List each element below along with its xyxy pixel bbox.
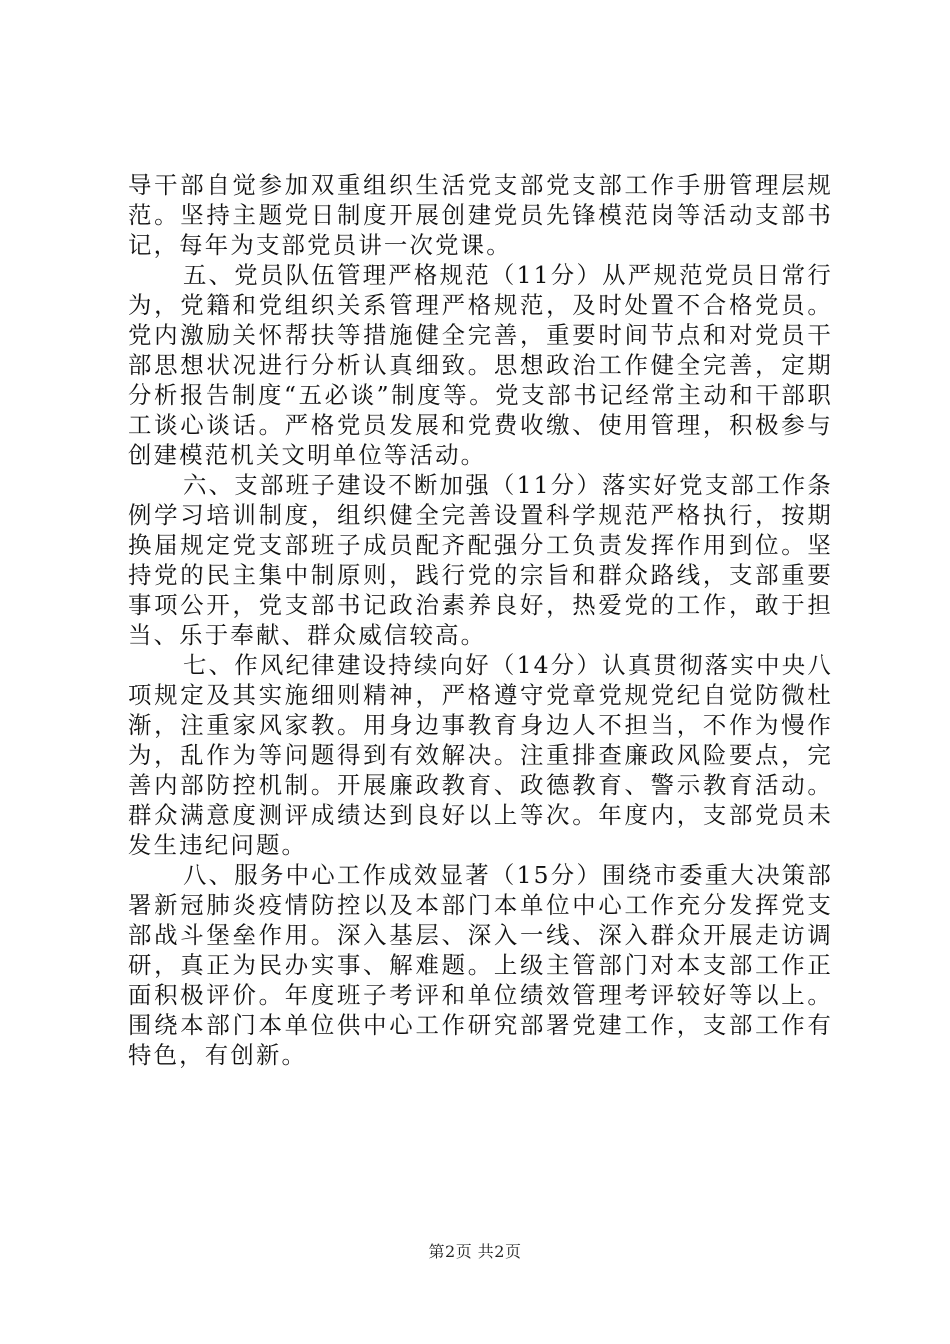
document-body [128,170,833,1070]
page-number-footer: 第2页 共2页 [428,1242,522,1261]
paragraph-section-5: 五、党员队伍管理严格规范（11分）从严规范党员日常行为，党籍和党组织关系管理严格规范，及时处置不合格党员。党内激励关怀帮扶等措施健全完善，重要时间节点和对党员干部思想状况进行分析认真细致。思想政治工作健全完善，定期分析报告制度“五必谈”制度等。党支部书记经常主动和干部职工谈心谈话。严格党员发展和党费收缴、使用管理，积极参与创建模范机关文明单位等活动。 [128,261,833,469]
paragraph-section-8: 八、服务中心工作成效显著（15分）围绕市委重大决策部署新冠肺炎疫情防控以及本部门本单位中心工作充分发挥党支部战斗堡垒作用。深入基层、深入一线、深入群众开展走访调研，真正为民办实事、解难题。上级主管部门对本支部工作正面积极评价。年度班子考评和单位绩效管理考评较好等以上。围绕本部门本单位供中心工作研究部署党建工作，支部工作有特色，有创新。 [128,861,833,1069]
paragraph-section-7: 七、作风纪律建设持续向好（14分）认真贯彻落实中央八项规定及其实施细则精神，严格遵守党章党规党纪自觉防微杜渐，注重家风家教。用身边事教育身边人不担当，不作为慢作为，乱作为等问题得到有效解决。注重排查廉政风险要点，完善内部防控机制。开展廉政教育、政德教育、警示教育活动。群众满意度测评成绩达到良好以上等次。年度内，支部党员未发生违纪问题。 [128,651,833,859]
paragraph-continuation: 导干部自觉参加双重组织生活党支部党支部工作手册管理层规范。坚持主题党日制度开展创建党员先锋模范岗等活动支部书记，每年为支部党员讲一次党课。 [128,171,833,259]
paragraph-section-6: 六、支部班子建设不断加强（11分）落实好党支部工作条例学习培训制度，组织健全完善设置科学规范严格执行，按期换届规定党支部班子成员配齐配强分工负责发挥作用到位。坚持党的民主集中制原则，践行党的宗旨和群众路线，支部重要事项公开，党支部书记政治素养良好，热爱党的工作，敢于担当、乐于奉献、群众威信较高。 [128,471,833,649]
